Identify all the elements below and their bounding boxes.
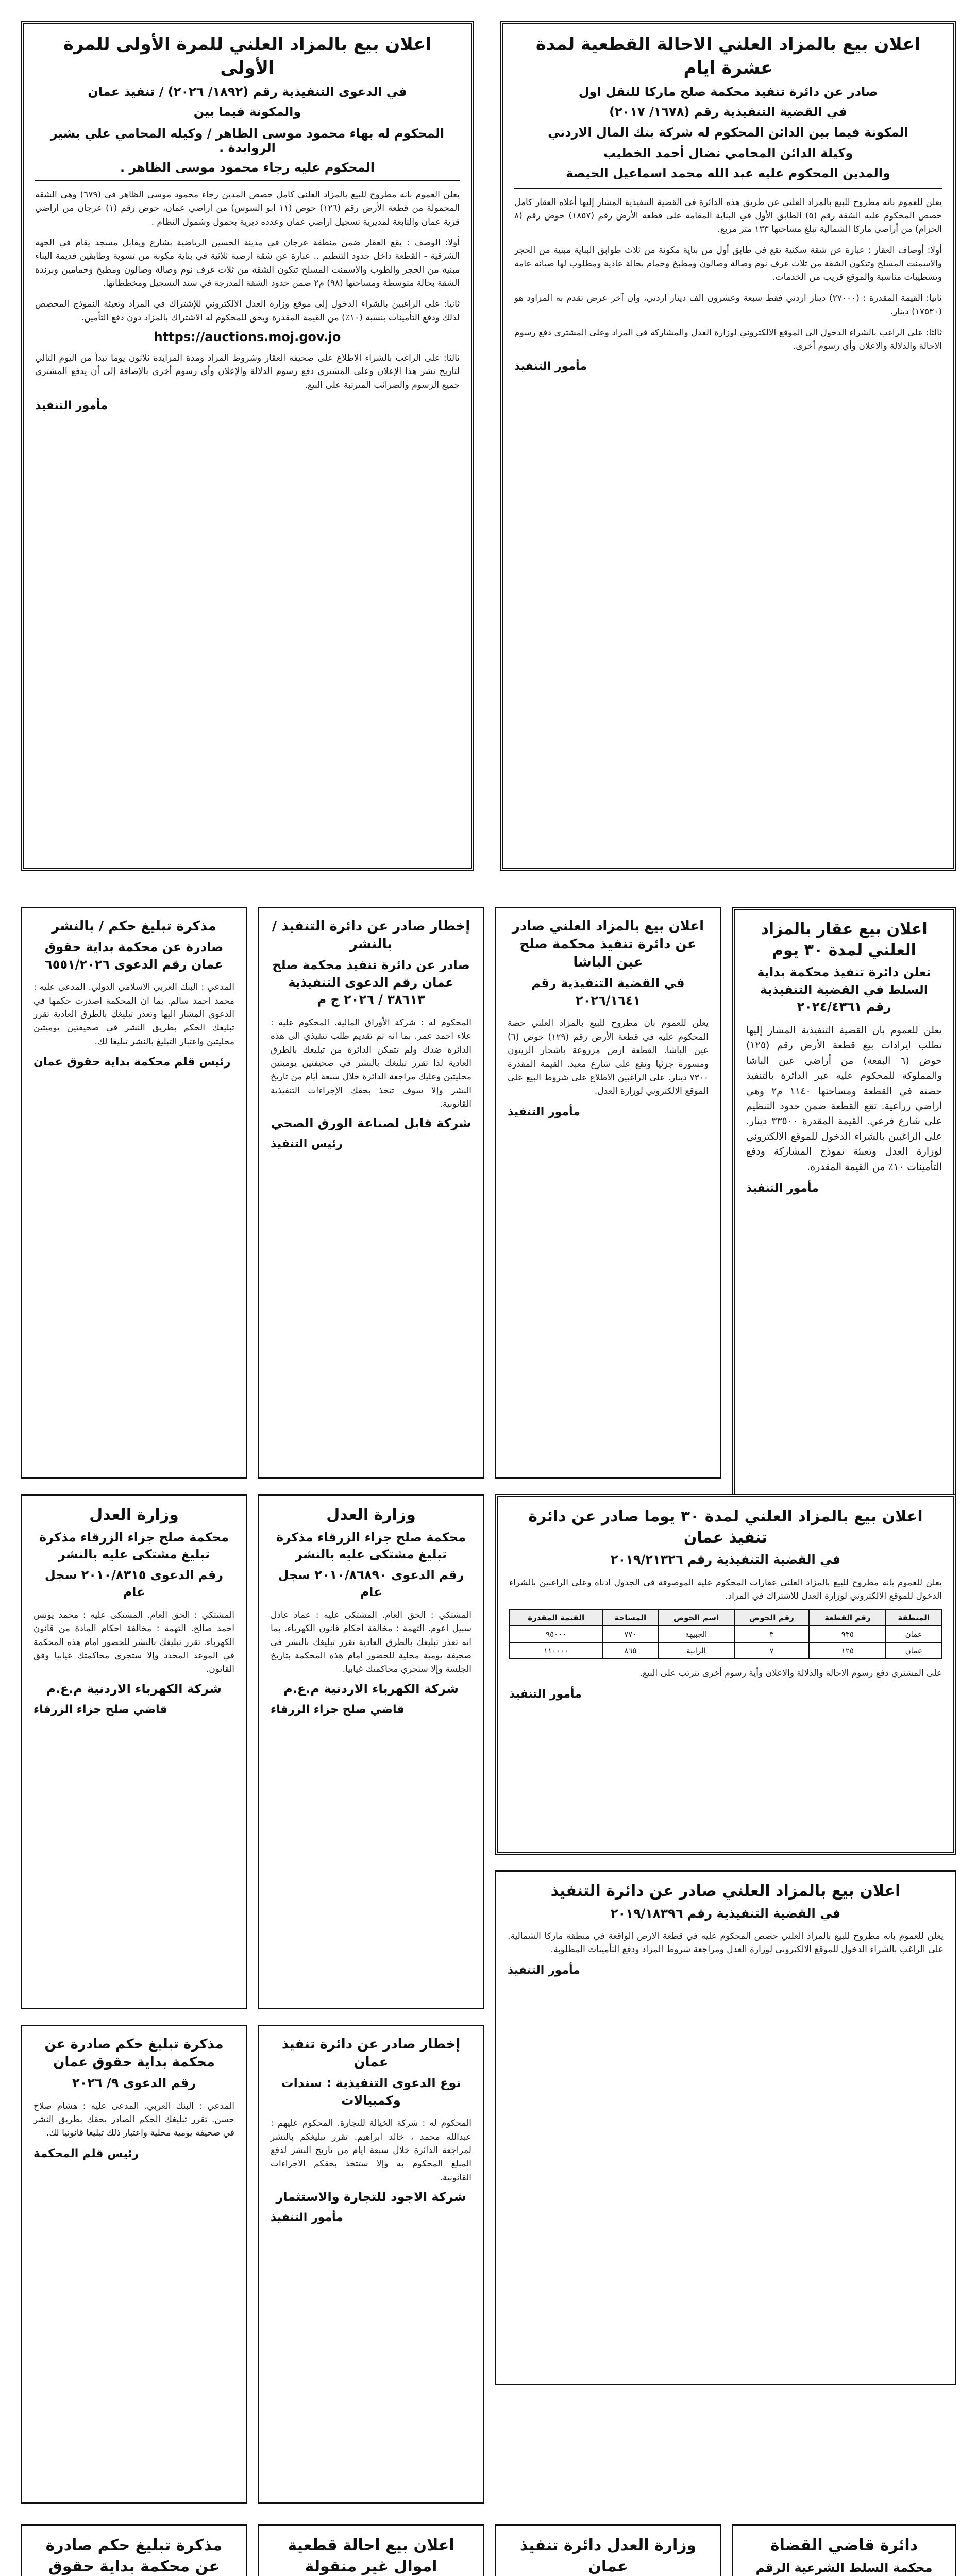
notice-body: المحكوم له : شركة الأوراق المالية. المحكوم عليه : علاء احمد عمر. بما انه تم تقديم طلب تنفيذي الى هذه الدائرة ضدك ولم تتمكن الدائرة من تبليغك بالطرق العادية لذا تقرر تبليغك بالنشر في صحيفتين يوميتين محليتين وعليك مراجعة الدائرة خلال سبعة أيام من تاريخ النشر وإلا سوف تتخذ بحقك الإجراءات التنفيذية القانونية.: [267, 1017, 471, 1110]
notice-title: اعلان بيع بالمزاد العلني صادر عن دائرة التنفيذ: [550, 1882, 901, 1900]
table-cell: ١٢٥: [809, 1642, 886, 1659]
notice-body: ثالثا: على الراغب بالشراء الاطلاع على صحيفة العقار وشروط المزاد ومدة المزايدة ثلاثون يوما تبدأ من اليوم التالي لتاريخ نشر هذا الإعلان وعلى المشتري دفع رسوم الدلالة والإعلان وأي رسوم أخرى بالإضافة إلى أن يدفع المشتري جميع الرسوم والضرائب المترتبة على البيع.: [32, 353, 460, 391]
notice-body: يعلن للعموم بانه مطروح للبيع بالمزاد العلني حصص المحكوم عليه في قطعة الارض الواقعة في منطقة ماركا الشمالية. على الراغب بالشراء الدخول للموقع الالكتروني لوزارة العدل ومراجعة شروط المزاد ودفع التأمينات المطلوبة.: [504, 1931, 944, 1955]
notice-judgment-publication: [21, 907, 247, 1479]
party-defendant: المحكوم عليه رجاء محمود موسى الظاهر .: [120, 160, 375, 175]
property-table: [509, 1609, 942, 1659]
notice-subtitle: تعلن دائرة تنفيذ محكمة بداية السلط في القضية التنفيذية رقم ٢٠٢٤/٤٣٦١: [757, 965, 931, 1014]
notice-marka-auction: [495, 1870, 956, 2385]
notice-vehicle-auction: [495, 2524, 721, 2576]
notice-signature: مأمور التنفيذ: [746, 1182, 819, 1195]
table-row: [510, 1626, 941, 1642]
table-cell: ٩٣٥: [809, 1626, 886, 1642]
notice-zarqa-summons-1: [258, 1494, 484, 2009]
table-header: رقم الحوض: [734, 1609, 809, 1626]
notice-body: أولا: أوصاف العقار : عبارة عن شقة سكنية تقع في طابق أول من بناية مكونة من ثلاث طوابق البناية مبنية من الحجر والاسمنت المسلح وتتكون الشقة من ثلاث غرف نوم وصالة وصالون ومطبخ وحمام بحالة عادية ومطلوب لها صيانة عامة وتشطيبات مناسبة والموقع قريب من الخدمات.: [511, 245, 942, 283]
notice-subtitle: صادرة عن محكمة بداية حقوق عمان رقم الدعوى ٦٥٥١/٢٠٢٦: [44, 940, 224, 972]
notice-subtitle: والمكونة فيما بين: [193, 105, 301, 120]
case-number: رقم الدعوى ٢٠١٠/٨٦٨٩٠ سجل عام: [278, 1567, 464, 1600]
notice-subtitle: المكونة فيما بين الدائن المحكوم له شركة بنك المال الاردني: [548, 125, 908, 140]
notice-body: يعلن للعموم بان القضية التنفيذية المشار إليها تطلب ايرادات بيع قطعة الأرض رقم (١٢٥) حوض (٦ البقعة) من أراضي عين الباشا والمملوكة للمحكوم عليه عبر الدائرة بالتنفيذ حصته في القطعة ومساحتها ١١٤٠ م٢ وهي اراضي زراعية. تقع القطعة ضمن حدود التنظيم على شارع فرعي. القيمة المقدرة ٣٣٥٠٠ دينار. على الراغبين بالشراء الدخول للموقع الالكتروني لوزارة العدل وتعبئة نموذج المشاركة ودفع التأمينات ١٠٪ من القيمة المقدرة.: [743, 1024, 942, 1173]
party-plaintiff: المحكوم له بهاء محمود موسى الظاهر / وكيله المحامي علي بشير الروابدة .: [50, 126, 445, 155]
table-cell: عمان: [886, 1642, 941, 1659]
notice-signature: رئيس التنفيذ: [271, 1138, 343, 1151]
table-cell: ٨٦٥: [602, 1642, 658, 1659]
notice-body: المدعي : البنك العربي الاسلامي الدولي. المدعى عليه : محمد احمد سالم. بما ان المحكمة اصدرت حكمها في الدعوى المشار اليها وتعذر تبليغك بالطرق العادية تقرر تبليغك الحكم بطريق النشر في صحيفتين يوميتين محليتين واعتبار التبليغ بالنشر تبليغا لك.: [30, 982, 234, 1047]
notice-signature: مأمور التنفيذ: [509, 1687, 582, 1701]
notice-bills-notification: [258, 2025, 484, 2504]
table-header: القيمة المقدرة: [510, 1609, 602, 1626]
notice-title: إخطار صادر عن دائرة التنفيذ / بالنشر: [272, 919, 470, 953]
notice-title: اعلان بيع بالمزاد العلني للمرة الأولى للمرة الأولى: [63, 34, 432, 78]
notice-title: مذكرة تبليغ حكم صادرة عن محكمة بداية حقوق: [45, 2536, 223, 2575]
table-cell: عمان: [886, 1626, 941, 1642]
notice-signature: مأمور التنفيذ: [514, 360, 587, 374]
notice-final-sale: [258, 2524, 484, 2576]
company-name: شركة الكهرباء الاردنية م.ع.م: [283, 1681, 459, 1696]
notice-signature: مأمور التنفيذ: [508, 1963, 580, 1977]
notice-subtitle: صادر عن دائرة تنفيذ محكمة صلح عمان رقم الدعوى التنفيذية ٣٨٦١٣ / ٢٠٢٦ ج م: [272, 958, 470, 1007]
notice-subtitle: محكمة صلح جزاء الزرقاء مذكرة تبليغ مشتكى عليه بالنشر: [39, 1530, 229, 1562]
notice-judgment-9: [21, 2025, 247, 2504]
notice-signature: قاضي صلح جزاء الزرقاء: [271, 1703, 405, 1716]
case-number: رقم الدعوى ٢٠١٠/٨٣١٥ سجل عام: [44, 1567, 224, 1600]
company-name: شركة الكهرباء الاردنية م.ع.م: [46, 1681, 222, 1696]
notice-subtitle: في القضية التنفيذية رقم ٢٠١٩/١٨٣٩٦: [610, 1906, 841, 1921]
notice-subtitle: محكمة صلح جزاء الزرقاء مذكرة تبليغ مشتكى عليه بالنشر: [276, 1530, 466, 1562]
notice-ain-basha: [495, 907, 721, 1479]
notice-subtitle: صادر عن دائرة تنفيذ محكمة صلح ماركا للنقل اول: [578, 84, 878, 99]
divider: [35, 180, 460, 181]
table-header: المنطقة: [886, 1609, 941, 1626]
notice-body: ثانيا: على الراغبين بالشراء الدخول إلى موقع وزارة العدل الالكتروني للإشتراك في المزاد وتعبئة النموذج المخصص لذلك ودفع التأمينات بنسبة (١٠٪) من القيمة المقدرة ويحق للمحكوم له الاشتراك بالمزاد دون دفع التأمين.: [32, 299, 460, 323]
notice-title: اعلان بيع عقار بالمزاد العلني لمدة ٣٠ يوم: [761, 920, 928, 959]
notice-title: اعلان بيع بالمزاد العلني الاحالة القطعية لمدة عشرة ايام: [535, 34, 921, 78]
notice-judgment-13666: [21, 2524, 247, 2576]
notice-title: وزارة العدل: [89, 1506, 179, 1524]
notice-subtitle: رقم الدعوى ٩/ ٢٠٢٦: [72, 2076, 196, 2091]
notice-body: ثانيا: القيمة المقدرة : (٢٧٠٠٠) دينار اردني فقط سبعة وعشرون الف دينار اردني، وان آخر عرض تقدم به المزاود هو (١٧٥٣٠) دينار.: [511, 293, 942, 317]
notice-final-referral: [500, 21, 956, 871]
notice-body: المحكوم له : شركة الخيالة للتجارة. المحكوم عليهم : عبدالله محمد ، خالد ابراهيم. تقرر تبليغكم بالنشر لمراجعة الدائرة خلال سبعة ايام من تاريخ النشر لدفع المبلغ المحكوم به وإلا ستتخذ بحقكم الاجراءات القانونية.: [267, 2118, 471, 2183]
table-cell: ٧٧٠: [602, 1626, 658, 1642]
notice-sharia-court: [732, 2524, 956, 2576]
notice-title: مذكرة تبليغ حكم صادرة عن محكمة بداية حقوق عمان: [44, 2037, 224, 2071]
notice-title: وزارة العدل دائرة تنفيذ عمان: [519, 2536, 697, 2575]
notice-title: اعلان بيع احالة قطعية اموال غير منقولة: [288, 2536, 454, 2575]
notice-signature: رئيس قلم المحكمة: [33, 2147, 139, 2160]
notice-signature: مأمور التنفيذ: [508, 1105, 580, 1118]
notice-body: يعلن للعموم بانه مطروح للبيع بالمزاد العلني عقارات المحكوم عليه الموصوفة في الجدول ادناه وعلى الراغبين بالشراء الدخول للموقع الالكتروني لوزارة العدل للاشتراك في المزاد.: [506, 1577, 942, 1601]
notice-signature: قاضي صلح جزاء الزرقاء: [33, 1703, 167, 1716]
notice-body: على المشتري دفع رسوم الاحالة والدلالة والاعلان وأية رسوم أخرى تترتب على البيع.: [639, 1668, 942, 1679]
notice-subtitle: في القضية التنفيذية رقم ٢٠٢٦/١٦٤١: [531, 976, 685, 1008]
table-cell: الجبيهة: [658, 1626, 734, 1642]
notice-title: دائرة قاضي القضاة: [770, 2536, 918, 2554]
notice-body: ثالثا: على الراغب بالشراء الدخول الى الموقع الالكتروني لوزارة العدل والمشاركة في المزاد وعلى المشتري دفع رسوم الاحالة والدلالة والاعلان وأي رسوم أخرى.: [511, 327, 942, 351]
table-header: رقم القطعة: [809, 1609, 886, 1626]
table-cell: الرابية: [658, 1642, 734, 1659]
notice-body: المشتكي : الحق العام. المشتكى عليه : عماد عادل سبيل اعوم. التهمة : مخالفة احكام قانون الكهرباء. بما انه تعذر تبليغك بالطرق العادية تقرر تبليغك بالنشر في صحيفة يومية محلية للحضور أمام هذه المحكمة بتاريخ الجلسة وإلا ستجري محاكمتك غيابيا.: [267, 1609, 471, 1675]
notice-body: يعلن للعموم بان مطروح للبيع بالمزاد العلني حصة المحكوم عليه في قطعة الأرض رقم (١٢٩) حوض (٦) عين الباشا. القطعة ارض مزروعة باشجار الزيتون ومسورة جزئيا وتقع على شارع معبد. القيمة المقدرة ٧٣٠٠ دينار. على الراغبين الاطلاع على شروط البيع على الموقع الالكتروني لوزارة العدل.: [504, 1018, 709, 1097]
notice-body: المدعي : البنك العربي. المدعى عليه : هشام صلاح حسن. تقرر تبليغك الحكم الصادر بحقك بطريق النشر في صحيفة يومية محلية واعتبار ذلك تبليغا قانونيا لك.: [30, 2100, 234, 2139]
notice-subtitle: والمدين المحكوم عليه عبد الله محمد اسماعيل الحيصة: [566, 166, 890, 181]
notice-subtitle: في القضية التنفيذية رقم (١٦٧٨/ ٢٠١٧): [609, 105, 847, 120]
notice-title: إخطار صادر عن دائرة تنفيذ عمان: [281, 2037, 461, 2071]
divider: [514, 188, 942, 189]
notice-body: يعلن للعموم بانه مطروح للبيع بالمزاد العلني عن طريق هذه الدائرة في القضية التنفيذية المشار إليها أعلاه العقار كامل حصص المحكوم عليه الشقة رقم (٥) الطابق الأول في البناية المقامة على قطعة الأرض رقم (١٨٥٧) حوض رقم (٨ الحزام) من أراضي ماركا الشمالية تبلغ مساحتها ١٣٣ متر مربع.: [511, 197, 942, 235]
notice-body: المشتكي : الحق العام. المشتكى عليه : محمد يونس احمد صالح. التهمة : مخالفة احكام المادة من قانون الكهرباء. تقرر تبليغك بالنشر للحضور امام هذه المحكمة في الموعد المحدد وإلا ستجري محاكمتك غيابيا وفق القانون.: [30, 1609, 234, 1675]
notice-subtitle: محكمة السلط الشرعية الرقم: [755, 2560, 933, 2575]
notice-title: مذكرة تبليغ حكم / بالنشر: [52, 919, 216, 934]
notice-auction-amman: [21, 21, 474, 871]
notice-title: اعلان بيع بالمزاد العلني لمدة ٣٠ يوما صادر عن دائرة تنفيذ عمان: [528, 1507, 923, 1547]
table-row: [510, 1642, 941, 1659]
notice-subtitle: وكيلة الدائن المحامي نضال أحمد الخطيب: [603, 145, 853, 160]
notice-execution-notification: [258, 907, 484, 1479]
notice-subtitle: نوع الدعوى التنفيذية : سندات وكمبيالات: [281, 2076, 461, 2108]
notice-zarqa-summons-2: [21, 1494, 247, 2009]
notice-title: اعلان بيع بالمزاد العلني صادر عن دائرة تنفيذ محكمة صلح عين الباشا: [512, 919, 704, 971]
table-header: المساحة: [602, 1609, 658, 1626]
company-name: شركة قابل لصناعة الورق الصحي: [271, 1116, 471, 1131]
notice-subtitle: في القضية التنفيذية رقم ٢٠١٩/٢١٣٢٦: [610, 1552, 841, 1567]
notice-body: يعلن العموم بانه مطروح للبيع بالمزاد العلني كامل حصص المدين رجاء محمود موسى الظاهر في (٦٧٩) وهي الشقة المحمولة من قطعة الأرض رقم (١٢٦) حوض (١١ ابو السوس) من اراضي عمان، حوض رقم (١) عرجان من اراضي قرية عمان والتابعة لمديرية تسجيل اراضي عمان وعدده ديرية بحمول وشمول النظام .: [32, 189, 460, 227]
table-header: اسم الحوض: [658, 1609, 734, 1626]
notice-body: أولا: الوصف : يقع العقار ضمن منطقة عرجان في مدينة الحسين الرياضية بشارع ويقابل مسجد يقام في الجهة الشرقية - القطعة داخل حدود التنظيم .. عبارة عن شقة ارضية ثلاثية في بناية مكونة من تسوية وطابقين قديمة البناء مبنية من الحجر والطوب والاسمنت المسلح تتكون الشقة من ثلاث غرف نوم وصالة وصالون ومطبخ وحمامين وبرندة الشقة بحالة متوسطة ومساحتها (٩٨) م٢ ضمن حدود الشقة المدرجة في سند التسجيل ومخططاتها.: [32, 238, 460, 289]
notice-subtitle: في الدعوى التنفيذية رقم (١٨٩٢/ ٢٠٢٦) / تنفيذ عمان: [88, 84, 407, 99]
auction-link[interactable]: https://auctions.moj.gov.jo: [154, 330, 341, 345]
notice-signature: مأمور التنفيذ: [35, 399, 108, 413]
notice-auction-table: [495, 1494, 956, 1855]
table-cell: ١١٠٠٠٠: [510, 1642, 602, 1659]
table-cell: ٩٥٠٠٠: [510, 1626, 602, 1642]
table-cell: ٣: [734, 1626, 809, 1642]
table-header-row: [510, 1609, 941, 1626]
notice-signature: مأمور التنفيذ: [271, 2211, 343, 2225]
notice-signature: رئيس قلم محكمة بداية حقوق عمان: [33, 1056, 231, 1069]
notice-title: وزارة العدل: [326, 1506, 416, 1524]
table-cell: ٧: [734, 1642, 809, 1659]
company-name: شركة الاجود للتجارة والاستثمار: [276, 2190, 466, 2205]
